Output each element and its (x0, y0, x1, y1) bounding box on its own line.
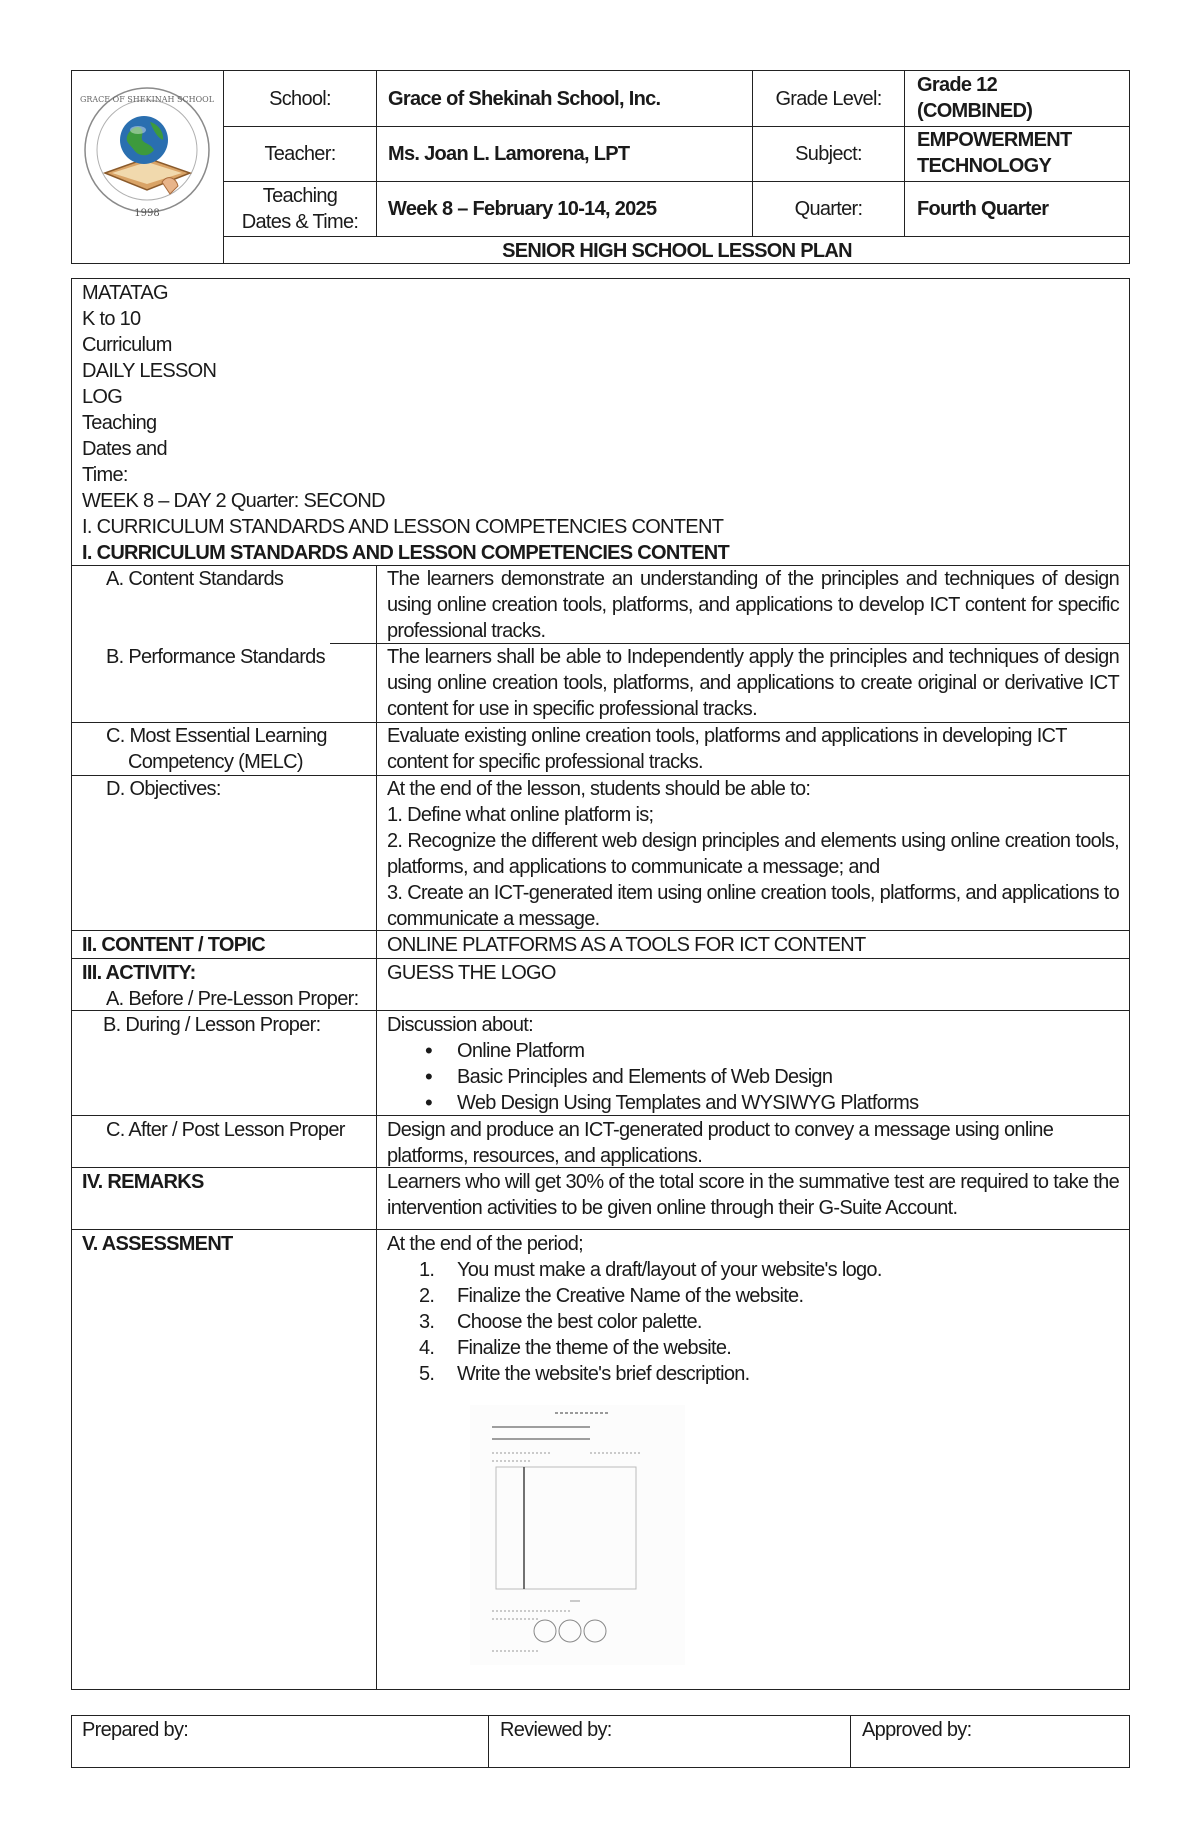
school-value: Grace of Shekinah School, Inc. (388, 87, 661, 110)
during-lesson-label: B. During / Lesson Proper: (103, 1014, 321, 1036)
discussion-item: • Basic Principles and Elements of Web Design (457, 1064, 1119, 1090)
approved-by-label: Approved by: (862, 1719, 972, 1741)
section-heading: I. CURRICULUM STANDARDS AND LESSON COMPETENCIES CONTENT (82, 542, 730, 564)
grade-level-label: Grade Level: (775, 87, 882, 110)
signature-divider (850, 1715, 851, 1768)
assessment-item: 5. Write the website's brief description. (419, 1363, 750, 1385)
melc-label: C. Most Essential Learning Competency (MELC) (106, 725, 327, 773)
grade-level-value: Grade 12 (COMBINED) (917, 74, 1033, 122)
assessment-item: 3. Choose the best color palette. (419, 1311, 702, 1333)
svg-text:GRACE OF SHEKINAH SCHOOL: GRACE OF SHEKINAH SCHOOL (80, 95, 214, 104)
intro-line: Dates and (82, 438, 167, 460)
discussion-item: • Online Platform (457, 1038, 1119, 1064)
worksheet-image (470, 1405, 685, 1665)
assessment-item: 2. Finalize the Creative Name of the website. (419, 1285, 804, 1307)
assessment-label: V. ASSESSMENT (82, 1233, 233, 1255)
intro-line: WEEK 8 – DAY 2 Quarter: SECOND (82, 490, 385, 512)
discussion-item: • Web Design Using Templates and WYSIWYG Platforms (457, 1090, 1119, 1116)
after-lesson-text: Design and produce an ICT-generated product to convey a message using online platforms, resources, and applications. (387, 1119, 1054, 1167)
content-standards-label: A. Content Standards (106, 568, 284, 590)
intro-block (82, 280, 1122, 566)
subject-value: EMPOWERMENT TECHNOLOGY (917, 129, 1072, 177)
intro-line: K to 10 (82, 308, 141, 330)
melc-text: Evaluate existing online creation tools, platforms and applications in developing ICT content for specific professional tracks. (387, 725, 1067, 773)
row-divider (71, 1229, 1130, 1230)
quarter-label: Quarter: (794, 198, 863, 220)
intro-line: MATATAG (82, 282, 168, 304)
lesson-plan-title: SENIOR HIGH SCHOOL LESSON PLAN (502, 239, 852, 262)
intro-line: Time: (82, 464, 128, 486)
remarks-text: Learners who will get 30% of the total score in the summative test are required to take the intervention activities to be given online through their G-Suite Account. (387, 1171, 1119, 1219)
school-label: School: (269, 87, 331, 110)
quarter-value: Fourth Quarter (917, 198, 1049, 220)
before-lesson-label: A. Before / Pre-Lesson Proper: (106, 988, 359, 1010)
performance-standards-label: B. Performance Standards (106, 646, 325, 668)
signature-divider (488, 1715, 489, 1768)
during-lesson-text: Discussion about: • Online Platform • Basic Principles and Elements of Web Design • Web Design Using Templates and WYSIWYG Platforms (387, 1012, 1119, 1116)
subject-label: Subject: (795, 143, 862, 165)
prepared-by-label: Prepared by: (82, 1719, 189, 1741)
intro-line: LOG (82, 386, 123, 408)
activity-label: III. ACTIVITY: A. Before / Pre-Lesson Proper: (82, 960, 372, 1012)
teacher-label: Teacher: (264, 143, 336, 165)
objective-item: 3. Create an ICT-generated item using online creation tools, platforms, and applications to communicate a message. (387, 882, 1119, 930)
objective-item: 2. Recognize the different web design principles and elements using online creation tools, platforms, and applications to communicate a message; and (387, 830, 1119, 878)
after-lesson-label: C. After / Post Lesson Proper (106, 1119, 345, 1141)
header-divider (376, 70, 377, 237)
intro-line: Curriculum (82, 334, 172, 356)
objectives-label: D. Objectives: (106, 778, 221, 800)
remarks-label: IV. REMARKS (82, 1171, 204, 1193)
school-logo (80, 78, 214, 228)
teaching-dates-label: Teaching Dates & Time: (241, 185, 359, 233)
content-standards-text: The learners demonstrate an understanding of the principles and techniques of design using online creation tools, platforms, and applications to develop ICT content for specific professional tracks. (387, 568, 1119, 642)
objectives-text: At the end of the lesson, students should be able to: 1. Define what online platform is; 2. Recognize the different web design principles and elements using online creation tools, platforms, and applications to communicate a message; and 3. Create an ICT-generated item using online creation tools, platforms, and applications to communicate a message. (387, 778, 1119, 930)
intro-line: Teaching (82, 412, 157, 434)
assessment-item: 4. Finalize the theme of the website. (419, 1337, 732, 1359)
before-lesson-text: GUESS THE LOGO (387, 962, 556, 984)
content-topic-label: II. CONTENT / TOPIC (82, 934, 266, 956)
svg-text:1998: 1998 (134, 208, 160, 219)
column-divider (376, 565, 377, 1690)
header-divider (904, 70, 905, 237)
teaching-dates-value: Week 8 – February 10-14, 2025 (388, 198, 657, 220)
assessment-item: 1. You must make a draft/layout of your website's logo. (419, 1259, 882, 1281)
content-topic-text: ONLINE PLATFORMS AS A TOOLS FOR ICT CONTENT (387, 934, 866, 956)
intro-line: I. CURRICULUM STANDARDS AND LESSON COMPETENCIES CONTENT (82, 516, 724, 538)
teacher-value: Ms. Joan L. Lamorena, LPT (388, 143, 630, 165)
performance-standards-text: The learners shall be able to Independently apply the principles and techniques of design using online creation tools, platforms, and applications to create original or derivative ICT content for use in specific professional tracks. (387, 646, 1119, 720)
intro-line: DAILY LESSON (82, 360, 217, 382)
objective-item: 1. Define what online platform is; (387, 804, 654, 826)
reviewed-by-label: Reviewed by: (500, 1719, 612, 1741)
row-divider (71, 958, 1130, 959)
assessment-text: At the end of the period; 1. You must make a draft/layout of your website's logo. 2. Finalize the Creative Name of the website. 3. Choose the best color palette. 4. Finalize the theme of the website. 5. Write the website's brief description. (387, 1231, 1119, 1387)
